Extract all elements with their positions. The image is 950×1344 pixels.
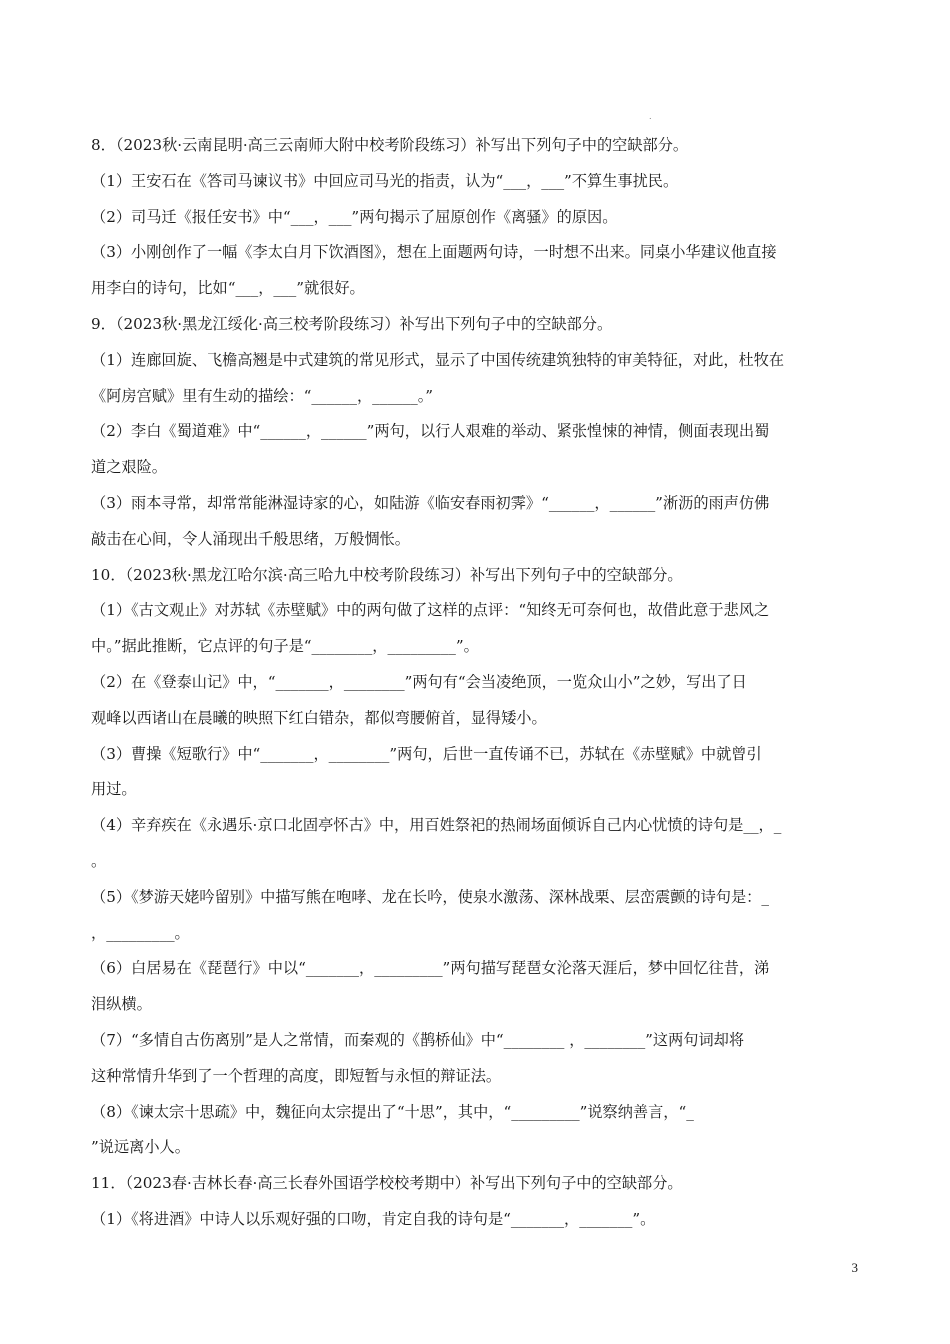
text-line: 《阿房宫赋》里有生动的描绘：“______，______。”: [91, 386, 434, 405]
text-line: 敲击在心间，令人涌现出千般思绪，万般惆怅。: [91, 529, 410, 548]
question-list: [91, 128, 861, 1238]
text-line: 8．（2023秋·云南昆明·高三云南师大附中校考阶段练习）补写出下列句子中的空缺部分。: [91, 136, 689, 154]
text-line: ，_________。: [91, 923, 190, 942]
text-line: 10．（2023秋·黑龙江哈尔滨·高三哈九中校考阶段练习）补写出下列句子中的空缺部分。: [91, 565, 683, 584]
text-line: （2）李白《蜀道难》中“______，______”两句，以行人艰难的举动、紧张惶悚的神情，侧面表现出蜀: [91, 422, 770, 441]
text-line: 道之艰险。: [91, 458, 167, 477]
text-line: （1）《古文观止》对苏轼《赤壁赋》中的两句做了这样的点评：“知终无可奈何也，故借此意于悲风之: [91, 601, 770, 620]
text-line: 观峰以西诸山在晨曦的映照下红白错杂，都似弯腰俯首，显得矮小。: [91, 708, 547, 727]
text-line: 用李白的诗句，比如“___，___”就很好。: [91, 279, 365, 298]
text-line: （1）王安石在《答司马谏议书》中回应司马光的指责，认为“___，___”不算生事扰民。: [91, 171, 679, 190]
text-line: （7）“多情自古伤离别”是人之常情，而秦观的《鹊桥仙》中“________ ，________”这两句词却将: [91, 1030, 745, 1049]
text-line: 这种常情升华到了一个哲理的高度，即短暂与永恒的辩证法。: [91, 1066, 502, 1085]
text-line: 用过。: [91, 780, 137, 799]
text-line: （3）小刚创作了一幅《李太白月下饮酒图》，想在上面题两句诗，一时想不出来。同桌小华建议他直接: [91, 243, 777, 262]
header-mark: .: [649, 112, 652, 121]
page-number: 3: [851, 1260, 858, 1275]
text-line: （6）白居易在《琵琶行》中以“_______，_________”两句描写琵琶女沦落天涯后，梦中回忆往昔，涕: [91, 959, 770, 978]
text-line: （3）雨本寻常，却常常能淋湿诗家的心，如陆游《临安春雨初霁》“______，______”淅沥的雨声仿佛: [91, 493, 770, 512]
text-line: 中。”据此推断，它点评的句子是“________，_________”。: [91, 637, 479, 656]
text-line: 11．（2023春·吉林长春·高三长春外国语学校校考期中）补写出下列句子中的空缺部分。: [91, 1174, 683, 1193]
text-line: （2）在《登泰山记》中，“_______，________”两句有“会当凌绝顶，一览众山小”之妙，写出了日: [91, 672, 747, 691]
text-line: 9．（2023秋·黑龙江绥化·高三校考阶段练习）补写出下列句子中的空缺部分。: [91, 314, 613, 333]
text-line: （5）《梦游天姥吟留别》中描写熊在咆哮、龙在长吟，使泉水激荡、深林战栗、层峦震颤的诗句是：_: [91, 887, 769, 906]
text-line: （2）司马迁《报任安书》中“___，___”两句揭示了屈原创作《离骚》的原因。: [91, 207, 618, 226]
text-line: （3）曹操《短歌行》中“_______，________”两句，后世一直传诵不已，苏轼在《赤壁赋》中就曾引: [91, 744, 762, 763]
text-line: （8）《谏太宗十思疏》中，魏征向太宗提出了“十思”，其中，“_________”说察纳善言，“_: [91, 1102, 694, 1121]
text-line: （1）《将进酒》中诗人以乐观好强的口吻，肯定自我的诗句是“_______，_______”。: [91, 1209, 656, 1228]
text-line: 泪纵横。: [91, 995, 152, 1014]
text-line: （1）连廊回旋、飞檐高翘是中式建筑的常见形式，显示了中国传统建筑独特的审美特征，对此，杜牧在: [91, 350, 785, 369]
text-line: （4）辛弃疾在《永遇乐·京口北固亭怀古》中，用百姓祭祀的热闹场面倾诉自己内心忧愤的诗句是__，_: [91, 816, 782, 835]
text-line: 。: [91, 851, 107, 870]
text-line: ”说远离小人。: [91, 1138, 190, 1157]
